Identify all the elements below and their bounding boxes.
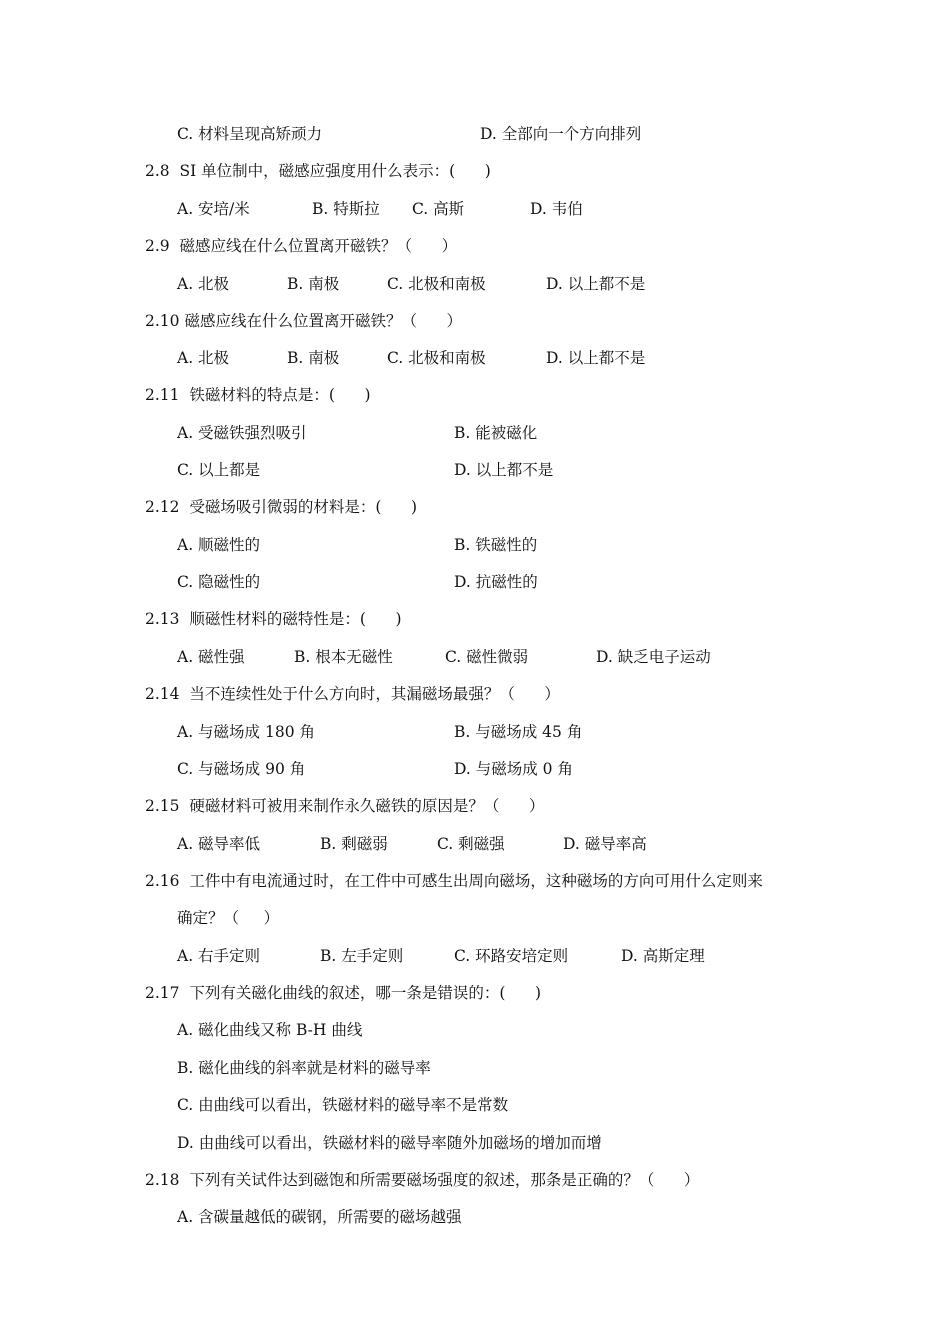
option-a: A. 磁化曲线又称 B-H 曲线 bbox=[177, 1021, 363, 1039]
option-d: D. 以上都不是 bbox=[546, 275, 646, 293]
option-d: D. 以上都不是 bbox=[546, 349, 646, 367]
option-c: C. 磁性微弱 bbox=[445, 648, 529, 666]
question-2-10: 2.10 磁感应线在什么位置离开磁铁？（ ） bbox=[145, 312, 463, 330]
option-c: C. 北极和南极 bbox=[387, 275, 486, 293]
option-a: A. 含碳量越低的碳钢，所需要的磁场越强 bbox=[177, 1208, 462, 1226]
option-d: D. 抗磁性的 bbox=[454, 573, 538, 591]
option-d: D. 以上都不是 bbox=[454, 461, 554, 479]
option-c: C. 北极和南极 bbox=[387, 349, 486, 367]
option-a: A. 北极 bbox=[177, 275, 230, 293]
option-c: C. 高斯 bbox=[412, 200, 465, 218]
option-c: C. 由曲线可以看出，铁磁材料的磁导率不是常数 bbox=[177, 1096, 509, 1114]
option-a: A. 磁导率低 bbox=[177, 835, 261, 853]
option-d: D. 高斯定理 bbox=[621, 947, 705, 965]
option-a: A. 磁性强 bbox=[177, 648, 245, 666]
option-b: B. 特斯拉 bbox=[312, 200, 380, 218]
option-b: B. 南极 bbox=[287, 275, 340, 293]
question-2-17: 2.17 下列有关磁化曲线的叙述，哪一条是错误的：( ) bbox=[145, 984, 542, 1002]
question-2-8: 2.8 SI 单位制中，磁感应强度用什么表示：( ) bbox=[145, 162, 491, 180]
question-2-9: 2.9 磁感应线在什么位置离开磁铁？（ ） bbox=[145, 237, 458, 255]
question-2-15: 2.15 硬磁材料可被用来制作永久磁铁的原因是？（ ） bbox=[145, 797, 545, 815]
question-2-11: 2.11 铁磁材料的特点是：( ) bbox=[145, 386, 371, 404]
option-d: D. 韦伯 bbox=[530, 200, 583, 218]
question-2-13: 2.13 顺磁性材料的磁特性是：( ) bbox=[145, 610, 402, 628]
option-c: C. 材料呈现高矫顽力 bbox=[177, 125, 323, 143]
option-b: B. 与磁场成 45 角 bbox=[454, 723, 583, 741]
option-b: B. 左手定则 bbox=[320, 947, 404, 965]
option-b: B. 能被磁化 bbox=[454, 424, 538, 442]
option-c: C. 隐磁性的 bbox=[177, 573, 261, 591]
option-b: B. 铁磁性的 bbox=[454, 536, 538, 554]
option-c: C. 环路安培定则 bbox=[454, 947, 569, 965]
option-c: C. 与磁场成 90 角 bbox=[177, 760, 306, 778]
option-b: B. 磁化曲线的斜率就是材料的磁导率 bbox=[177, 1059, 431, 1077]
option-a: A. 安培/米 bbox=[177, 200, 250, 218]
option-d: D. 磁导率高 bbox=[563, 835, 647, 853]
option-a: A. 与磁场成 180 角 bbox=[177, 723, 315, 741]
option-a: A. 顺磁性的 bbox=[177, 536, 261, 554]
option-a: A. 受磁铁强烈吸引 bbox=[177, 424, 307, 442]
option-d: D. 由曲线可以看出，铁磁材料的磁导率随外加磁场的增加而增 bbox=[177, 1134, 602, 1152]
option-d: D. 全部向一个方向排列 bbox=[480, 125, 642, 143]
option-d: D. 与磁场成 0 角 bbox=[454, 760, 573, 778]
question-2-16-continued: 确定？（ ） bbox=[177, 909, 280, 927]
option-d: D. 缺乏电子运动 bbox=[596, 648, 711, 666]
question-2-12: 2.12 受磁场吸引微弱的材料是：( ) bbox=[145, 498, 418, 516]
question-2-16: 2.16 工件中有电流通过时，在工件中可感生出周向磁场，这种磁场的方向可用什么定则来 bbox=[145, 872, 763, 890]
option-b: B. 根本无磁性 bbox=[294, 648, 393, 666]
option-a: A. 右手定则 bbox=[177, 947, 261, 965]
option-c: C. 剩磁强 bbox=[437, 835, 505, 853]
question-2-18: 2.18 下列有关试件达到磁饱和所需要磁场强度的叙述，那条是正确的？（ ） bbox=[145, 1171, 700, 1189]
option-b: B. 剩磁弱 bbox=[320, 835, 388, 853]
question-2-14: 2.14 当不连续性处于什么方向时，其漏磁场最强？（ ） bbox=[145, 685, 560, 703]
option-c: C. 以上都是 bbox=[177, 461, 261, 479]
option-b: B. 南极 bbox=[287, 349, 340, 367]
option-a: A. 北极 bbox=[177, 349, 230, 367]
